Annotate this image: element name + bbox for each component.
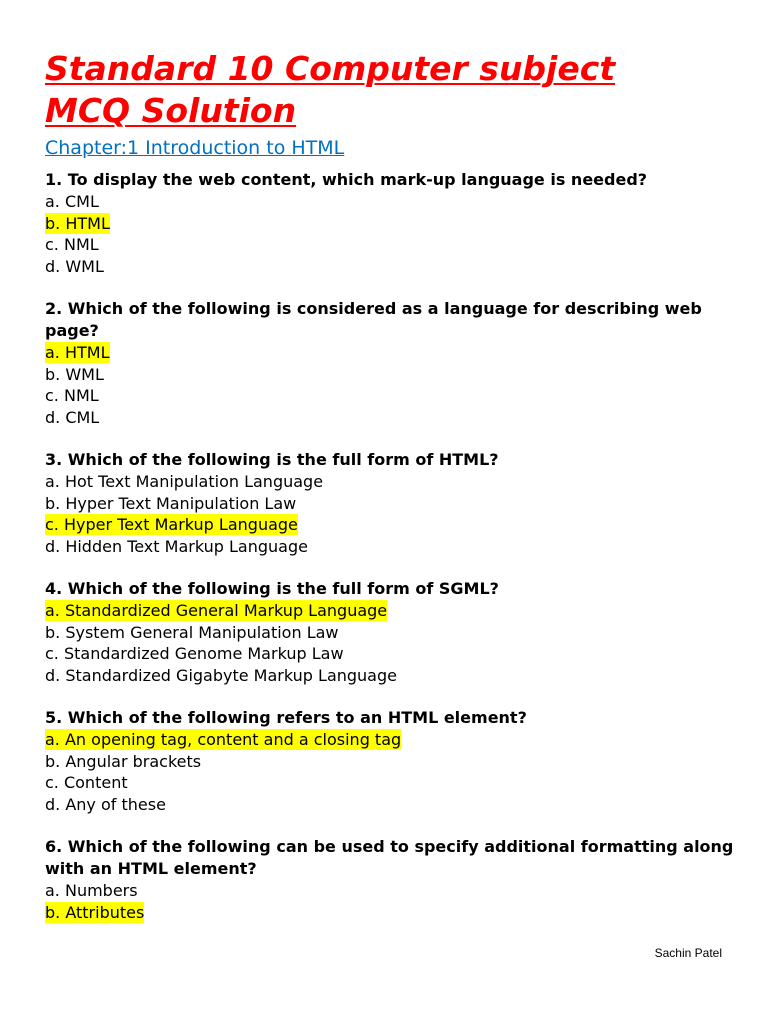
question-block bbox=[45, 836, 735, 923]
question-block bbox=[45, 169, 735, 277]
option-text: a. CML bbox=[45, 192, 99, 211]
chapter-heading: Chapter:1 Introduction to HTML bbox=[45, 137, 345, 159]
option-list bbox=[45, 191, 735, 277]
title-line-2: MCQ Solution bbox=[45, 91, 297, 130]
correct-answer-option bbox=[45, 902, 735, 924]
option-list bbox=[45, 880, 735, 923]
footer-author: Sachin Patel bbox=[654, 946, 722, 960]
question-block bbox=[45, 707, 735, 815]
question-text: 1. To display the web content, which mark-up language is needed? bbox=[45, 170, 648, 189]
correct-answer-option bbox=[45, 514, 735, 536]
document-title bbox=[45, 48, 735, 132]
question-block bbox=[45, 298, 735, 428]
answer-option bbox=[45, 880, 735, 902]
option-list bbox=[45, 342, 735, 428]
option-text: c. NML bbox=[45, 386, 99, 405]
option-list bbox=[45, 729, 735, 815]
answer-option bbox=[45, 191, 735, 213]
option-text: b. System General Manipulation Law bbox=[45, 622, 339, 642]
answer-option bbox=[45, 234, 735, 256]
document-page bbox=[45, 48, 735, 944]
option-text: b. Angular brackets bbox=[45, 751, 202, 771]
answer-option bbox=[45, 643, 735, 665]
option-text: d. CML bbox=[45, 407, 100, 427]
answer-option bbox=[45, 536, 735, 558]
option-text: a. Hot Text Manipulation Language bbox=[45, 472, 324, 491]
answer-option bbox=[45, 364, 735, 386]
answer-option bbox=[45, 665, 735, 687]
option-text: c. Standardized Genome Markup Law bbox=[45, 644, 344, 663]
answer-option bbox=[45, 385, 735, 407]
title-line-1: Standard 10 Computer subject bbox=[45, 49, 616, 88]
correct-answer-option bbox=[45, 729, 735, 751]
option-text: d. WML bbox=[45, 256, 104, 276]
answer-option bbox=[45, 407, 735, 429]
question-block bbox=[45, 449, 735, 557]
option-text: b. Attributes bbox=[45, 902, 145, 922]
option-text: d. Hidden Text Markup Language bbox=[45, 536, 308, 556]
option-text: a. HTML bbox=[45, 343, 110, 362]
question-list bbox=[45, 169, 735, 923]
option-text: c. NML bbox=[45, 235, 99, 254]
answer-option bbox=[45, 471, 735, 493]
option-list bbox=[45, 600, 735, 686]
option-text: a. Standardized General Markup Language bbox=[45, 601, 388, 620]
question-text: 5. Which of the following refers to an HTML element? bbox=[45, 708, 527, 727]
answer-option bbox=[45, 493, 735, 515]
answer-option bbox=[45, 794, 735, 816]
question-block bbox=[45, 578, 735, 686]
correct-answer-option bbox=[45, 213, 735, 235]
option-text: b. WML bbox=[45, 364, 104, 384]
option-list bbox=[45, 471, 735, 557]
option-text: c. Hyper Text Markup Language bbox=[45, 515, 298, 534]
option-text: b. Hyper Text Manipulation Law bbox=[45, 493, 297, 513]
answer-option bbox=[45, 622, 735, 644]
answer-option bbox=[45, 772, 735, 794]
option-text: d. Standardized Gigabyte Markup Language bbox=[45, 665, 397, 685]
correct-answer-option bbox=[45, 600, 735, 622]
correct-answer-option bbox=[45, 342, 735, 364]
question-text: 2. Which of the following is considered as a language for describing web page? bbox=[45, 299, 702, 340]
question-text: 6. Which of the following can be used to specify additional formatting along with an HTML element? bbox=[45, 837, 734, 878]
answer-option bbox=[45, 256, 735, 278]
option-text: a. Numbers bbox=[45, 881, 138, 900]
option-text: a. An opening tag, content and a closing tag bbox=[45, 730, 402, 749]
option-text: d. Any of these bbox=[45, 794, 166, 814]
question-text: 3. Which of the following is the full form of HTML? bbox=[45, 450, 499, 469]
option-text: b. HTML bbox=[45, 213, 110, 233]
answer-option bbox=[45, 751, 735, 773]
option-text: c. Content bbox=[45, 773, 128, 792]
question-text: 4. Which of the following is the full form of SGML? bbox=[45, 579, 499, 598]
